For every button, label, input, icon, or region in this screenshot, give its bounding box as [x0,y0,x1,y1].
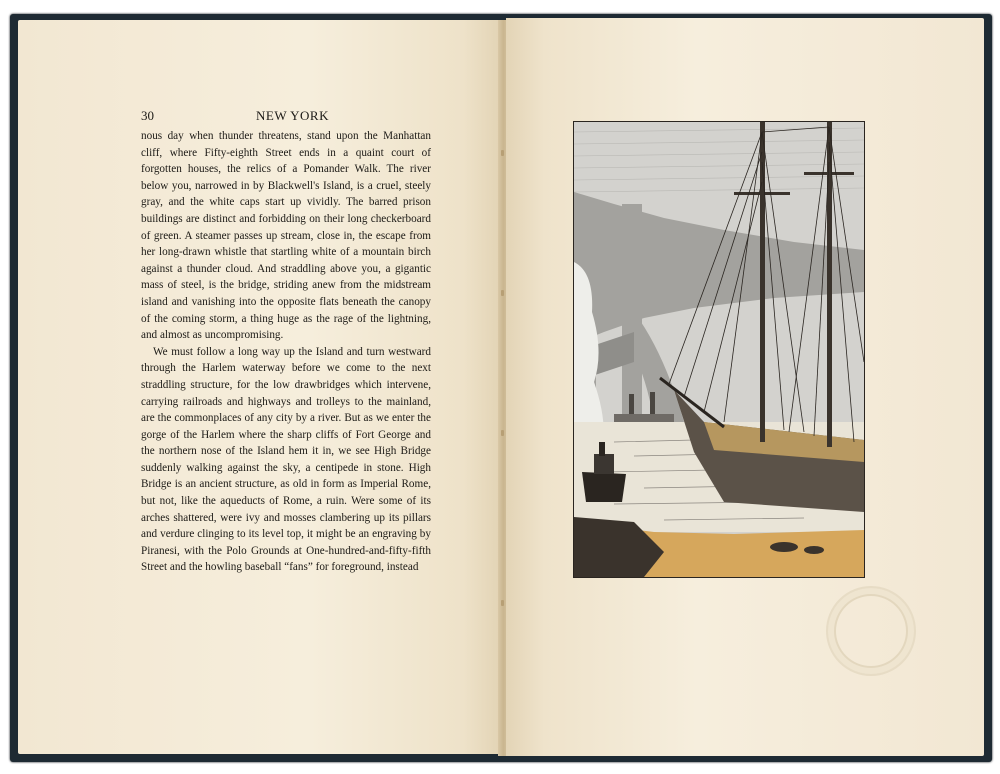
blind-stamp-seal [826,586,916,676]
body-text [141,128,431,576]
illustration-plate [573,121,865,578]
paragraph: We must follow a long way up the Island and turn westward through the Harlem waterway before we come to the next straddling structure, for the low drawbridges which intervene, carrying railroads and highways and trolleys to the mainland, are the commonplaces of any city by a river. But as we enter the gorge of the Harlem where the sharp cliffs of Fort George and the northern nose of the Island hem it in, we see High Bridge suddenly walking against the sky, a centipede in stone. High Bridge is an ancient structure, as old in form as Imperial Rome, but not, like the aqueducts of Rome, a ruin. Were some of its arches shattered, were ivy and mosses clambering up its pillars and verdure clinging to its level top, it might be an engraving by Piranesi, with the Polo Grounds at One-hundred-and-fifty-fifth Street and the howling baseball “fans” for foreground, instead [141,345,431,574]
binding-stitch [501,150,504,156]
binding-stitch [501,290,504,296]
binding-stitch [501,430,504,436]
paragraph: nous day when thunder threatens, stand upon the Manhattan cliff, where Fifty-eighth Street ends in a quaint court of forgotten houses, the relics of a Pomander Walk. The river below you, narrowed in by Blackwell's Island, is a cruel, steely gray, and the white caps start up vividly. The barred prison buildings are distinct and forbidding on their long checkerboard of green. A steamer passes up stream, close in, the escape from her long-drawn whistle that startling white of a mountain birch against a thunder cloud. And straddling above you, a gigantic mass of steel, is the bridge, striding anew from the midstream island and vanishing into the opposite flats beneath the canopy of the coming storm, a thing huge as the rage of the lightning, and almost as uncompromising. [141,130,431,342]
running-head: NEW YORK [256,108,329,123]
page-number: 30 [141,108,154,123]
page-header [141,108,431,126]
binding-stitch [501,600,504,606]
